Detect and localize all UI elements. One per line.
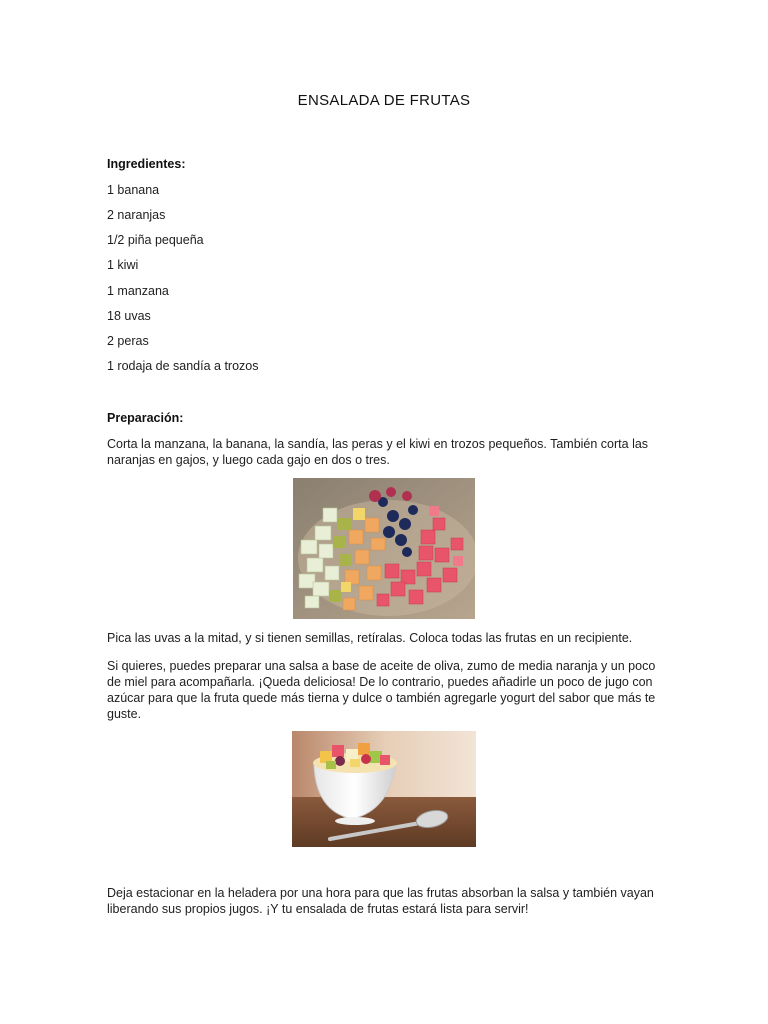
ingredient-item: 2 peras — [107, 334, 149, 348]
document-title: ENSALADA DE FRUTAS — [297, 92, 471, 109]
ingredients-heading: Ingredientes: — [107, 157, 186, 171]
chopped-fruit-image — [293, 478, 475, 619]
ingredient-item: 1 rodaja de sandía a trozos — [107, 359, 259, 373]
preparation-step: Pica las uvas a la mitad, y si tienen semillas, retíralas. Coloca todas las frutas en un recipiente. — [107, 631, 633, 645]
ingredient-item: 1 manzana — [107, 284, 169, 298]
preparation-step: Corta la manzana, la banana, la sandía, las peras y el kiwi en trozos pequeños. También corta las naranjas en gajos, y luego cada gajo en dos o tres. — [107, 437, 649, 467]
ingredient-item: 1/2 piña pequeña — [107, 233, 204, 247]
preparation-heading: Preparación: — [107, 411, 184, 425]
fruit-bowl-image — [292, 731, 476, 847]
ingredient-item: 18 uvas — [107, 309, 151, 323]
ingredient-item: 2 naranjas — [107, 208, 166, 222]
ingredient-item: 1 banana — [107, 183, 160, 197]
preparation-step: Si quieres, puedes preparar una salsa a base de aceite de oliva, zumo de media naranja y un poco de miel para acompañarla. ¡Queda deliciosa! De lo contrario, puedes añadirle un poco de jugo con azúcar para que la fruta quede más tierna y dulce o también agregarle yogurt del sabor que más te guste. — [107, 659, 656, 721]
ingredient-item: 1 kiwi — [107, 258, 139, 272]
preparation-step: Deja estacionar en la heladera por una hora para que las frutas absorban la salsa y también vayan liberando sus propios jugos. ¡Y tu ensalada de frutas estará lista para servir! — [107, 886, 654, 916]
